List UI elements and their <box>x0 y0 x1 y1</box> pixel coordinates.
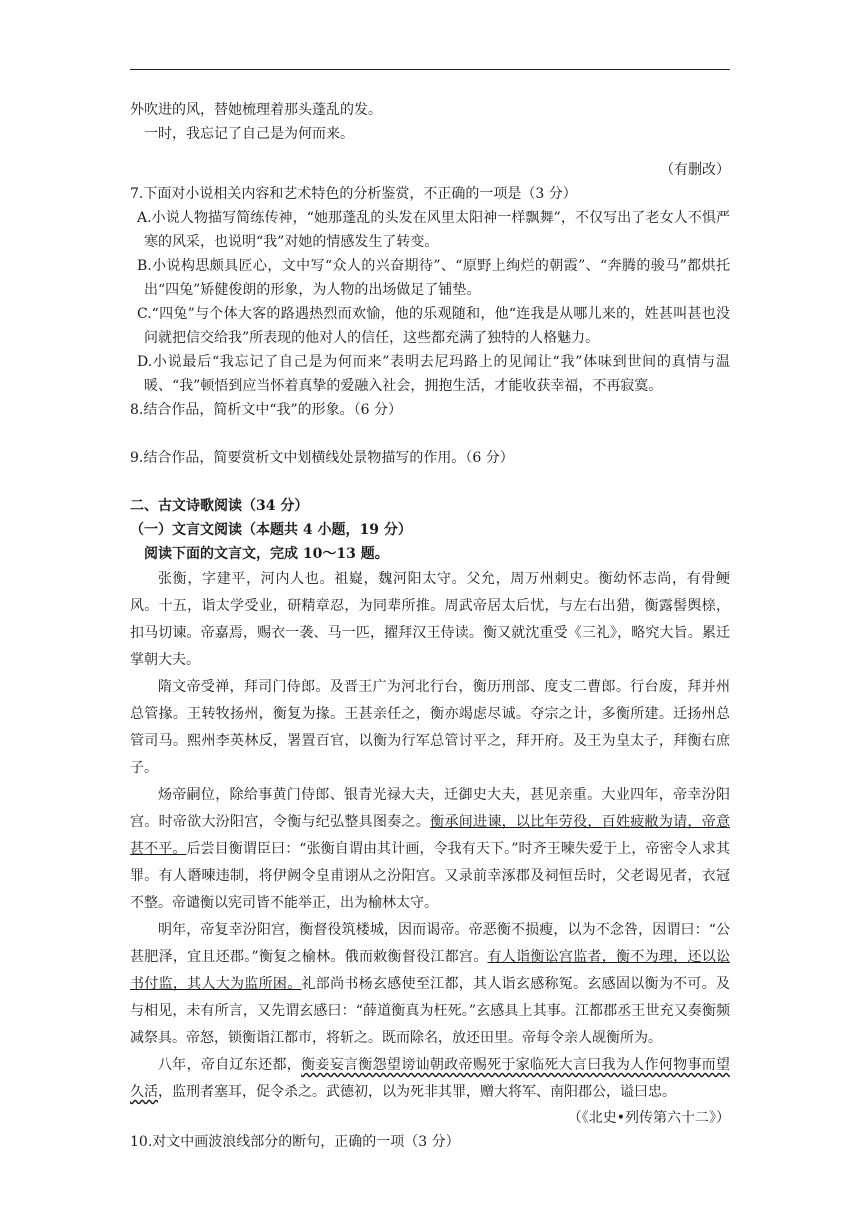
header-rule <box>130 69 730 70</box>
passage-paragraph-2: 隋文帝受禅，拜司门侍郎。及晋王广为河北行台，衡历刑部、度支二曹郎。行台废，拜并州总管掾。王转牧扬州，衡复为掾。王甚亲任之，衡亦竭虑尽诚。夺宗之计，多衡所建。迁扬州总管司马。熙州李英林反，署置百官，以衡为行军总管讨平之，拜开府。及王为皇太子，拜衡右庶子。 <box>130 679 730 776</box>
story-line-1: 外吹进的风，替她梳理着那头蓬乱的发。 <box>130 102 382 118</box>
underlined-sentence-1: 衡承间进谏，以比年劳役，百姓疲敝为请，帝意甚不平。 <box>130 814 731 857</box>
question-7-option-d: D.小说最后“我忘记了自己是为何而来”表明去尼玛路上的见闻让“我”体味到世间的真情与温暖、“我”顿悟到应当怀着真挚的爱融入社会，拥抱生活，才能收获幸福，不再寂寞。 <box>137 354 730 394</box>
passage-paragraph-3 <box>130 782 730 917</box>
passage-source: （《北史•列传第六十二》） <box>567 1110 730 1126</box>
question-9: 9.结合作品，简要赏析文中划横线处景物描写的作用。（6 分） <box>130 450 514 466</box>
story-line-2: 一时，我忘记了自己是为何而来。 <box>144 126 354 142</box>
underlined-sentence-2: 有人诣衡讼宫监者，衡不为理，还以讼书付监，其人大为监所困。 <box>130 949 731 992</box>
passage-p5-text-b: ，监刑者塞耳，促令杀之。武德初，以为死非其罪，赠大将军、南阳郡公，谥曰忠。 <box>158 1084 676 1100</box>
classical-passage <box>130 566 730 1106</box>
passage-p5-text-a: 八年，帝自辽东还都， <box>158 1057 302 1073</box>
passage-p3-text-a: 炀帝嗣位，除给事黄门侍郎、银青光禄大夫，迁御史大夫，甚见亲重。大业四年，帝幸汾阳宫。时帝欲大汾阳宫，令衡与纪弘整具图奏之。 <box>130 787 730 830</box>
question-8: 8.结合作品，简析文中“我”的形象。（6 分） <box>130 402 403 418</box>
passage-paragraph-1: 张衡，字建平，河内人也。祖嶷，魏河阳太守。父允，周万州刺史。衡幼怀志尚，有骨鲠风。十五，诣太学受业，研精章忍，为同辈所推。周武帝居太后忧，与左右出猎，衡露髻舆榇，扣马切谏。帝嘉焉，赐衣一袭、马一匹，擢拜汉王侍读。衡又就沈重受《三礼》，略究大旨。累迁掌朝大夫。 <box>130 571 730 668</box>
question-7-option-c: C.“四兔”与个体大客的路遇热烈而欢愉，他的乐观随和，他“连我是从哪儿来的，姓甚叫甚也没问就把信交给我”所表现的他对人的信任，这些都充满了独特的人格魅力。 <box>137 306 730 346</box>
passage-paragraph-5 <box>130 1052 730 1106</box>
source-note: （有删改） <box>660 162 730 178</box>
passage-paragraph-4 <box>130 917 730 1052</box>
passage-p4-text-a: 明年，帝复幸汾阳宫，衡督役筑楼城，因而谒帝。帝恶衡不损瘦，以为不念咎，因谓曰：“公甚肥泽，宜且还郡。”衡复之榆林。俄而敕衡督役江都宫。 <box>130 922 730 965</box>
question-7-option-a: A.小说人物描写简练传神，“她那蓬乱的头发在风里太阳神一样飘舞”，不仅写出了老女人不惧严寒的风采，也说明“我”对她的情感发生了转变。 <box>137 210 730 250</box>
passage-p3-text-b: 后尝目衡谓臣曰：“张衡自谓由其计画，令我有天下。”时齐王暕失爱于上，帝密令人求其罪。有人谮暕违制，将伊阙令皇甫诩从之汾阳宫。又录前幸涿郡及祠恒岳时，父老谒见者，衣冠不整。帝谴衡以宪司皆不能举正，出为榆林太守。 <box>130 841 731 911</box>
question-7-option-b: B.小说构思颇具匠心，文中写“众人的兴奋期待”、“原野上绚烂的朝霞”、“奔腾的骏马”都烘托出“四兔”矫健俊朗的形象，为人物的出场做足了铺垫。 <box>137 258 730 298</box>
wavy-underlined-section: 衡妾妄言衡怨望谤讪朝政帝赐死于家临死大言曰我为人作何物事而望久活 <box>130 1057 730 1100</box>
subsection-1-heading: （一）文言文阅读（本题共 4 小题，19 分） <box>130 522 412 538</box>
question-7-stem: 7.下面对小说相关内容和艺术特色的分析鉴赏，不正确的一项是（3 分） <box>130 186 577 202</box>
passage-p4-text-b: 礼部尚书杨玄感使至江都，其人诣玄感称冤。玄感固以衡为不可。及与相见，未有所言，又先谓玄感曰：“薛道衡真为枉死。”玄感具上其事。江都郡丞王世充又奏衡频减祭具。帝怒，锁衡诣江都市，将斩之。既而除名，放还田里。帝每令亲人觇衡所为。 <box>130 976 731 1046</box>
reading-instruction: 阅读下面的文言文，完成 10～13 题。 <box>144 546 389 562</box>
question-10: 10.对文中画波浪线部分的断句，正确的一项（3 分） <box>130 1134 460 1150</box>
section-2-heading: 二、古文诗歌阅读（34 分） <box>130 498 309 514</box>
page-content <box>130 98 730 1154</box>
